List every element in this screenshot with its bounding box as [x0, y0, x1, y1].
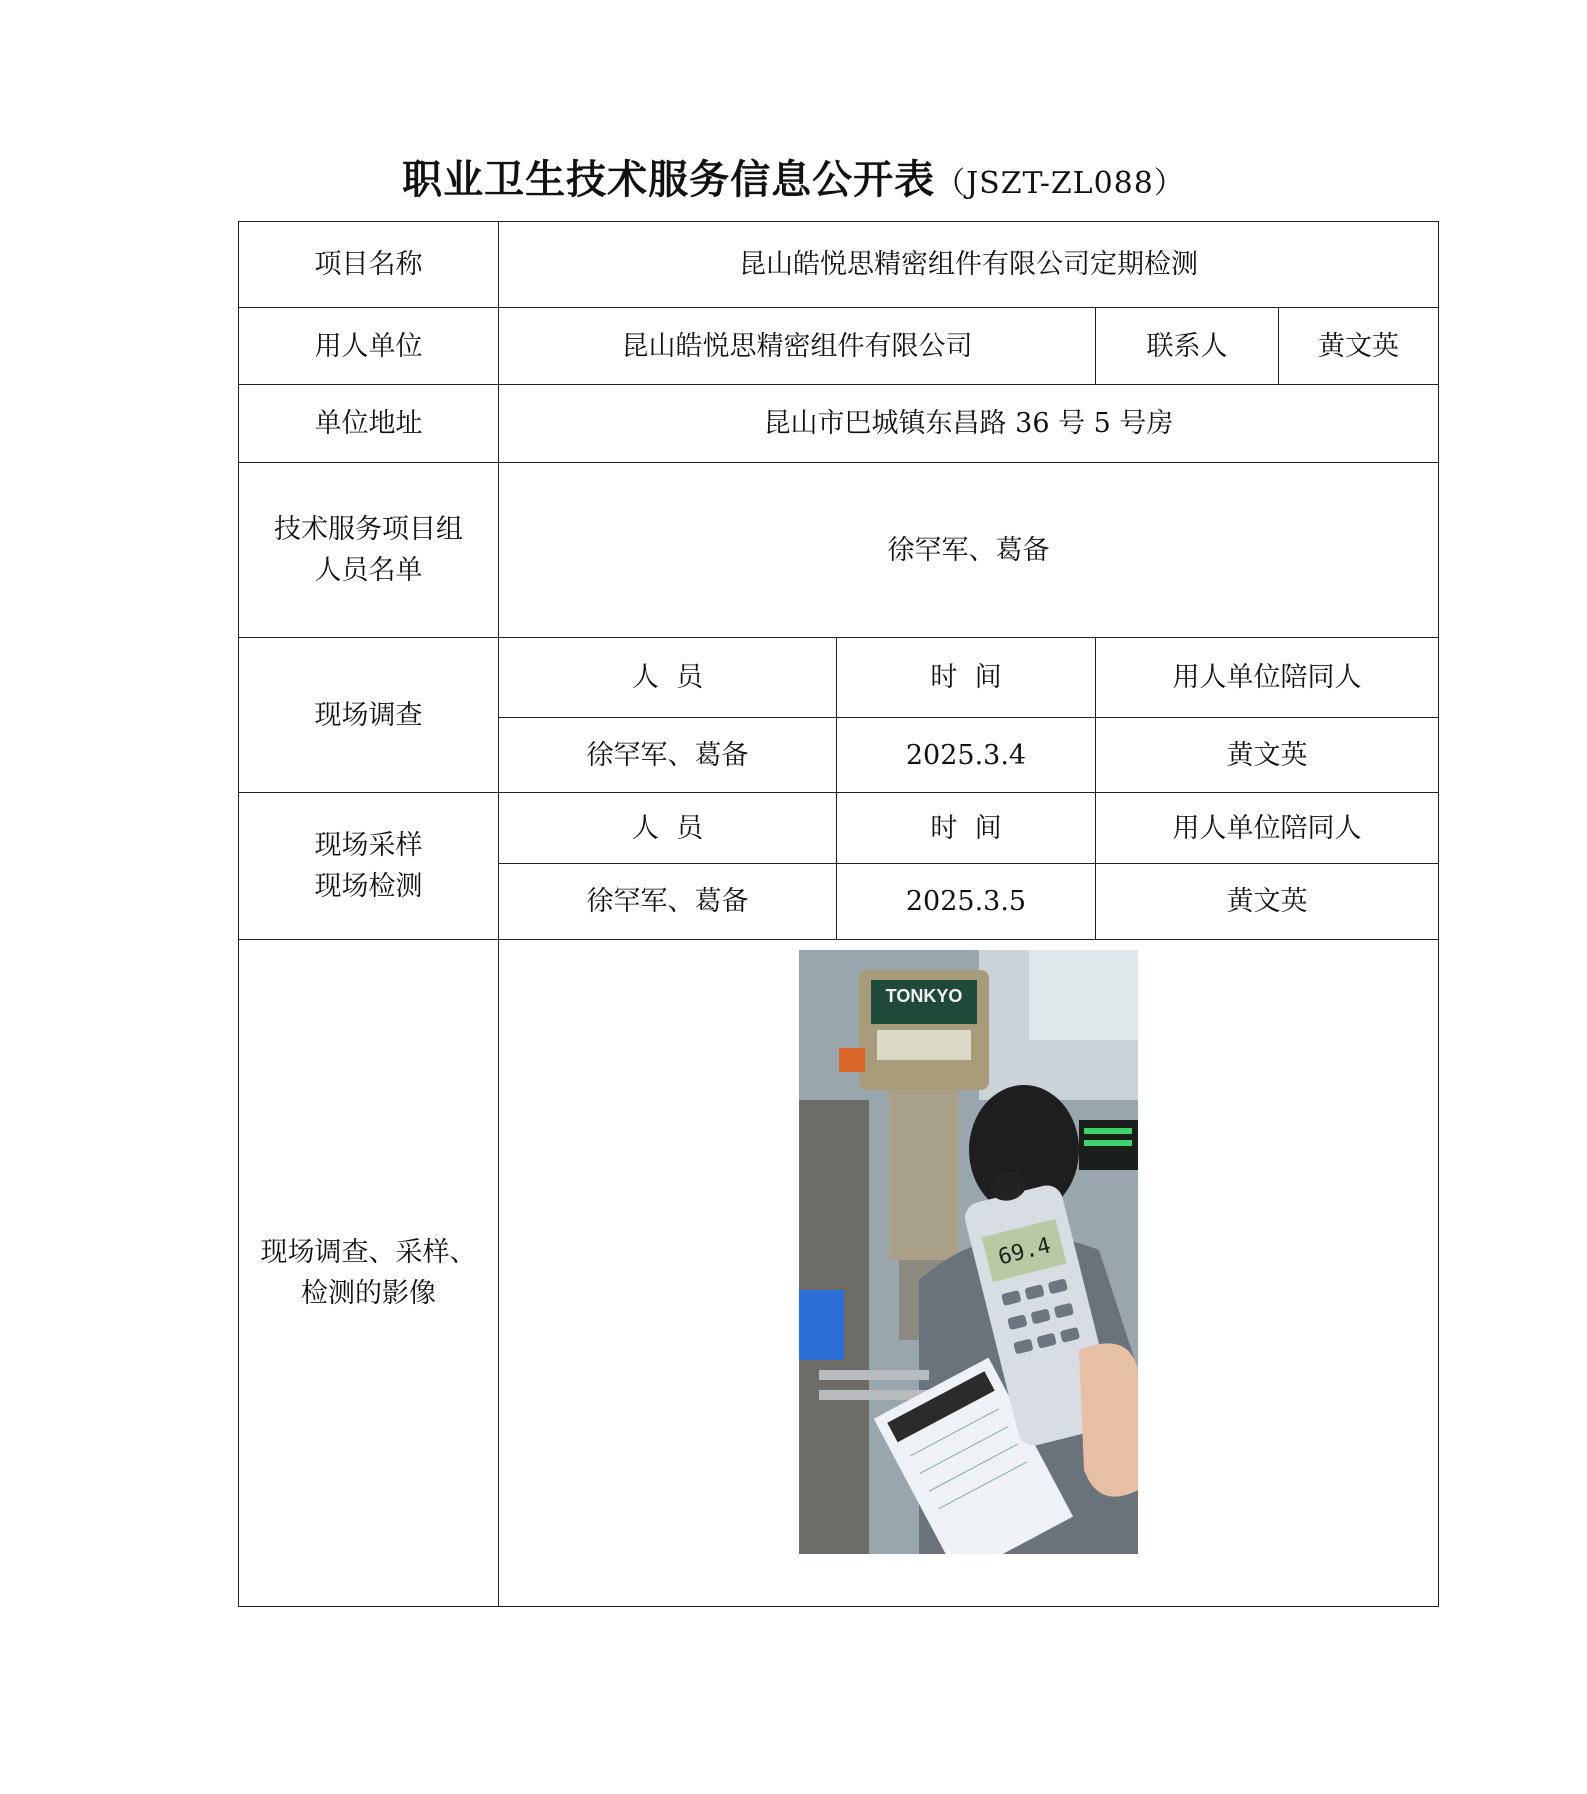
- employer-value: 昆山皓悦思精密组件有限公司: [499, 308, 1096, 385]
- sampling-header-row: [239, 793, 1439, 864]
- sampling-header-companion: 用人单位陪同人: [1096, 793, 1439, 864]
- contact-value: 黄文英: [1279, 308, 1439, 385]
- address-row: [239, 385, 1439, 463]
- images-label-line1: 现场调查、采样、: [260, 1237, 477, 1268]
- sampling-label-line2: 现场检测: [314, 871, 423, 902]
- address-value: 昆山市巴城镇东昌路 36 号 5 号房: [499, 385, 1439, 463]
- sampling-label-line1: 现场采样: [314, 830, 423, 861]
- images-row: [239, 940, 1439, 1607]
- images-cell: [499, 940, 1439, 1607]
- team-row: [239, 463, 1439, 638]
- images-label: [239, 940, 499, 1607]
- info-table: [238, 221, 1439, 1607]
- site-photo: [799, 950, 1138, 1554]
- sampling-personnel: 徐罕军、葛备: [499, 864, 837, 940]
- survey-date: 2025.3.4: [837, 718, 1096, 793]
- images-label-line2: 检测的影像: [301, 1278, 436, 1309]
- document-code: （JSZT-ZL088）: [935, 166, 1185, 201]
- employer-label: 用人单位: [239, 308, 499, 385]
- meter-reading: 69.4: [995, 1233, 1054, 1271]
- team-value: 徐罕军、葛备: [499, 463, 1439, 638]
- sampling-header-time: 时 间: [837, 793, 1096, 864]
- survey-header-time: 时 间: [837, 638, 1096, 718]
- title-text: 职业卫生技术服务信息公开表: [402, 156, 936, 203]
- survey-header-personnel: 人 员: [499, 638, 837, 718]
- project-name-label: 项目名称: [239, 222, 499, 308]
- sampling-companion: 黄文英: [1096, 864, 1439, 940]
- survey-header-row: [239, 638, 1439, 718]
- machine-brand-text: TONKYO: [885, 986, 963, 1006]
- team-label-line2: 人员名单: [314, 555, 423, 586]
- sampling-label: [239, 793, 499, 940]
- sampling-header-personnel: 人 员: [499, 793, 837, 864]
- address-label: 单位地址: [239, 385, 499, 463]
- survey-companion: 黄文英: [1096, 718, 1439, 793]
- page-title: [0, 148, 1587, 205]
- team-label: [239, 463, 499, 638]
- team-label-line1: 技术服务项目组: [274, 514, 463, 545]
- project-name-value: 昆山皓悦思精密组件有限公司定期检测: [499, 222, 1439, 308]
- sampling-date: 2025.3.5: [837, 864, 1096, 940]
- survey-header-companion: 用人单位陪同人: [1096, 638, 1439, 718]
- contact-label: 联系人: [1096, 308, 1279, 385]
- survey-label: 现场调查: [239, 638, 499, 793]
- survey-personnel: 徐罕军、葛备: [499, 718, 837, 793]
- project-name-row: [239, 222, 1439, 308]
- employer-row: [239, 308, 1439, 385]
